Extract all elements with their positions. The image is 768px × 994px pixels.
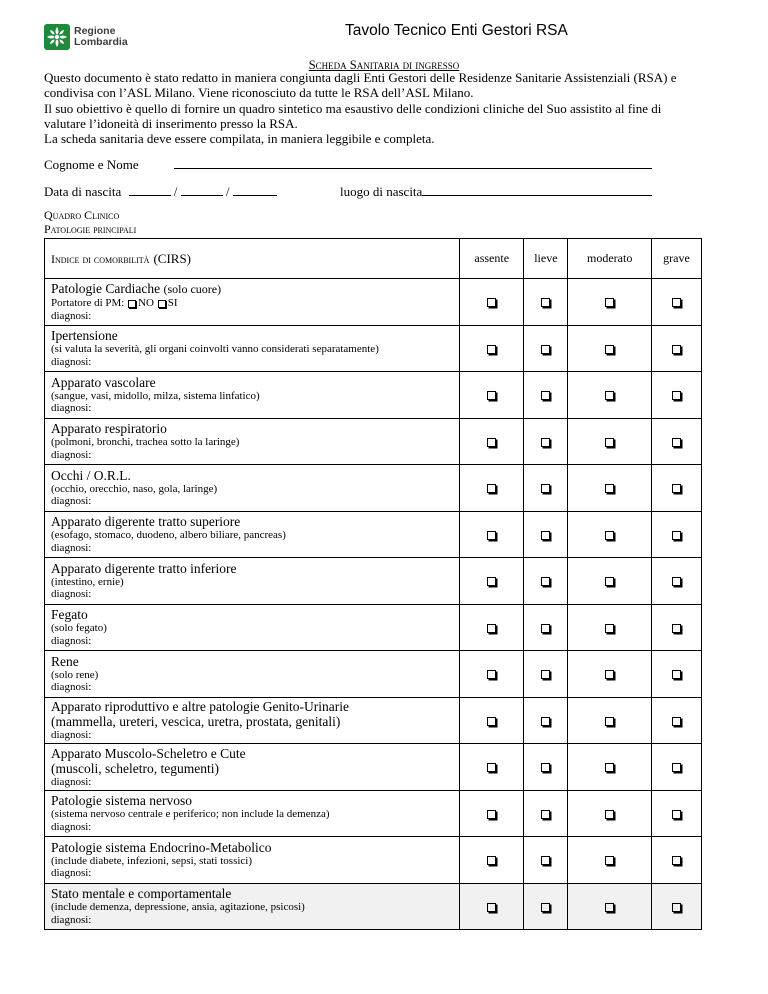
- logo-line-2: Lombardia: [74, 36, 128, 48]
- checkbox-grave[interactable]: [672, 624, 681, 633]
- checkbox-moderato[interactable]: [605, 903, 614, 912]
- dob-month-input[interactable]: [181, 183, 223, 196]
- row-label: [45, 883, 460, 930]
- cell-lieve: [524, 604, 568, 651]
- cell-moderato: [568, 744, 652, 791]
- cell-grave: [652, 465, 702, 512]
- checkbox-assente[interactable]: [487, 624, 496, 633]
- row-title: Patologie sistema nervoso: [51, 793, 192, 809]
- table-row: [45, 697, 702, 744]
- cell-lieve: [524, 372, 568, 419]
- checkbox-assente[interactable]: [487, 345, 496, 354]
- cell-assente: [460, 511, 524, 558]
- checkbox-assente[interactable]: [487, 298, 496, 307]
- cell-lieve: [524, 511, 568, 558]
- birthplace-label: luogo di nascita: [340, 184, 423, 199]
- row-description: (esofago, stomaco, duodeno, albero biliare, pancreas): [51, 529, 286, 542]
- row-description: (include diabete, infezioni, sepsi, stati tossici): [51, 854, 253, 867]
- table-row: [45, 651, 702, 698]
- checkbox-assente[interactable]: [487, 484, 496, 493]
- intro-paragraph: La scheda sanitaria deve essere compilata, in maniera leggibile e completa.: [44, 131, 435, 147]
- checkbox-moderato[interactable]: [605, 391, 614, 400]
- checkbox-lieve[interactable]: [541, 531, 550, 540]
- checkbox-lieve[interactable]: [541, 624, 550, 633]
- row-label: [45, 325, 460, 372]
- checkbox-moderato[interactable]: [605, 856, 614, 865]
- cell-moderato: [568, 604, 652, 651]
- row-title: Apparato vascolare: [51, 374, 156, 390]
- cell-grave: [652, 372, 702, 419]
- cell-grave: [652, 744, 702, 791]
- cell-grave: [652, 697, 702, 744]
- cell-lieve: [524, 790, 568, 837]
- cell-grave: [652, 837, 702, 884]
- checkbox-lieve[interactable]: [541, 391, 550, 400]
- cell-assente: [460, 790, 524, 837]
- cirs-table: [44, 238, 702, 930]
- row-label: [45, 279, 460, 326]
- row-label: [45, 558, 460, 605]
- table-row: [45, 279, 702, 326]
- name-label: Cognome e Nome: [44, 157, 139, 172]
- cell-assente: [460, 651, 524, 698]
- diagnosi-label: diagnosi:: [51, 820, 92, 833]
- diagnosi-label: diagnosi:: [51, 867, 92, 880]
- checkbox-assente[interactable]: [487, 670, 496, 679]
- diagnosi-label: diagnosi:: [51, 681, 92, 694]
- diagnosi-label: diagnosi:: [51, 588, 92, 601]
- column-header-assente: assente: [460, 239, 524, 279]
- row-description: (solo rene): [51, 668, 99, 681]
- checkbox-moderato[interactable]: [605, 531, 614, 540]
- cell-lieve: [524, 837, 568, 884]
- cell-moderato: [568, 325, 652, 372]
- dob-day-input[interactable]: [129, 183, 171, 196]
- checkbox-grave[interactable]: [672, 298, 681, 307]
- dob-label: Data di nascita: [44, 184, 122, 199]
- checkbox-lieve[interactable]: [541, 717, 550, 726]
- checkbox-assente[interactable]: [487, 903, 496, 912]
- name-input-line[interactable]: [174, 156, 652, 169]
- row-title: Apparato Muscolo-Scheletro e Cute: [51, 745, 246, 761]
- cell-grave: [652, 558, 702, 605]
- diagnosi-label: diagnosi:: [51, 729, 92, 741]
- pm-si-checkbox[interactable]: [158, 300, 166, 308]
- cell-assente: [460, 883, 524, 930]
- cell-moderato: [568, 790, 652, 837]
- checkbox-lieve[interactable]: [541, 298, 550, 307]
- checkbox-assente[interactable]: [487, 810, 496, 819]
- row-title: Rene: [51, 653, 79, 669]
- checkbox-moderato[interactable]: [605, 670, 614, 679]
- table-row: [45, 604, 702, 651]
- cell-lieve: [524, 465, 568, 512]
- checkbox-grave[interactable]: [672, 763, 681, 772]
- diagnosi-label: diagnosi:: [51, 913, 92, 926]
- checkbox-lieve[interactable]: [541, 484, 550, 493]
- checkbox-grave[interactable]: [672, 577, 681, 586]
- diagnosi-label: diagnosi:: [51, 402, 92, 415]
- checkbox-lieve[interactable]: [541, 903, 550, 912]
- checkbox-grave[interactable]: [672, 670, 681, 679]
- row-title: Ipertensione: [51, 328, 118, 344]
- dob-separator: /: [225, 184, 230, 199]
- table-row: [45, 372, 702, 419]
- row-title: Patologie Cardiache: [51, 281, 161, 297]
- cell-moderato: [568, 511, 652, 558]
- cell-lieve: [524, 558, 568, 605]
- table-row: [45, 744, 702, 791]
- cell-lieve: [524, 418, 568, 465]
- logo-text: [74, 26, 128, 48]
- table-row: [45, 558, 702, 605]
- table-row: [45, 883, 702, 930]
- cell-lieve: [524, 325, 568, 372]
- column-header-moderato: moderato: [568, 239, 652, 279]
- row-label: [45, 744, 460, 791]
- regione-lombardia-emblem-icon: [44, 24, 70, 50]
- row-description: (sangue, vasi, midollo, milza, sistema linfatico): [51, 389, 260, 402]
- table-row: [45, 790, 702, 837]
- cell-moderato: [568, 883, 652, 930]
- table-header-row: [45, 239, 702, 279]
- row-label: [45, 418, 460, 465]
- section-subtitle: Patologie principali: [44, 222, 137, 236]
- checkbox-lieve[interactable]: [541, 810, 550, 819]
- cell-grave: [652, 651, 702, 698]
- cell-assente: [460, 558, 524, 605]
- cell-lieve: [524, 697, 568, 744]
- cell-assente: [460, 465, 524, 512]
- row-description: (solo fegato): [51, 622, 107, 635]
- pm-no-label: NO: [138, 297, 154, 310]
- row-label: [45, 372, 460, 419]
- row-title: Occhi / O.R.L.: [51, 467, 131, 483]
- section-title: Quadro Clinico: [44, 208, 120, 222]
- checkbox-grave[interactable]: [672, 903, 681, 912]
- cell-moderato: [568, 465, 652, 512]
- row-title-suffix: (solo cuore): [163, 282, 222, 297]
- checkbox-moderato[interactable]: [605, 484, 614, 493]
- row-label: [45, 697, 460, 744]
- table-row: [45, 465, 702, 512]
- cell-moderato: [568, 279, 652, 326]
- checkbox-grave[interactable]: [672, 484, 681, 493]
- table-row: [45, 418, 702, 465]
- cell-assente: [460, 418, 524, 465]
- cell-grave: [652, 604, 702, 651]
- checkbox-moderato[interactable]: [605, 438, 614, 447]
- row-label: [45, 465, 460, 512]
- checkbox-grave[interactable]: [672, 345, 681, 354]
- checkbox-lieve[interactable]: [541, 438, 550, 447]
- document-title: Scheda Sanitaria di ingresso: [308, 58, 460, 72]
- diagnosi-label: diagnosi:: [51, 355, 92, 368]
- cell-grave: [652, 790, 702, 837]
- checkbox-grave[interactable]: [672, 810, 681, 819]
- row-label: [45, 790, 460, 837]
- cell-grave: [652, 325, 702, 372]
- checkbox-assente[interactable]: [487, 763, 496, 772]
- intro-paragraph: Il suo obiettivo è quello di fornire un quadro sintetico ma esaustivo delle condizioni cliniche del Suo assistito al fine di valutare l’idoneità di inserimento presso la RSA.: [44, 100, 662, 131]
- checkbox-grave[interactable]: [672, 856, 681, 865]
- pm-no-checkbox[interactable]: [128, 300, 136, 308]
- row-description: (intestino, ernie): [51, 575, 124, 588]
- dob-field-row: [44, 183, 652, 200]
- header-label-suffix: (CIRS): [153, 250, 191, 266]
- cell-grave: [652, 418, 702, 465]
- checkbox-assente[interactable]: [487, 856, 496, 865]
- cell-assente: [460, 604, 524, 651]
- checkbox-assente[interactable]: [487, 531, 496, 540]
- checkbox-moderato[interactable]: [605, 717, 614, 726]
- cell-grave: [652, 279, 702, 326]
- checkbox-moderato[interactable]: [605, 763, 614, 772]
- cell-moderato: [568, 837, 652, 884]
- checkbox-lieve[interactable]: [541, 345, 550, 354]
- checkbox-assente[interactable]: [487, 438, 496, 447]
- row-label: [45, 511, 460, 558]
- row-title: Patologie sistema Endocrino-Metabolico: [51, 839, 272, 855]
- row-description: (include demenza, depressione, ansia, agitazione, psicosi): [51, 901, 305, 914]
- row-label: [45, 604, 460, 651]
- checkbox-lieve[interactable]: [541, 577, 550, 586]
- checkbox-moderato[interactable]: [605, 624, 614, 633]
- pm-line: [51, 297, 459, 310]
- row-label: [45, 837, 460, 884]
- cell-moderato: [568, 697, 652, 744]
- header-label-text: Indice di comorbilità: [51, 251, 150, 266]
- diagnosi-label: diagnosi:: [51, 309, 92, 322]
- checkbox-assente[interactable]: [487, 717, 496, 726]
- checkbox-moderato[interactable]: [605, 577, 614, 586]
- cell-lieve: [524, 279, 568, 326]
- checkbox-lieve[interactable]: [541, 856, 550, 865]
- cell-grave: [652, 883, 702, 930]
- table-row: [45, 325, 702, 372]
- checkbox-grave[interactable]: [672, 531, 681, 540]
- row-description: (occhio, orecchio, naso, gola, laringe): [51, 482, 218, 495]
- checkbox-moderato[interactable]: [605, 810, 614, 819]
- birthplace-input-line[interactable]: [422, 183, 652, 196]
- row-title-line2: (muscoli, scheletro, tegumenti): [51, 760, 219, 776]
- logo-line-1: Regione: [74, 25, 116, 37]
- row-title: Stato mentale e comportamentale: [51, 886, 232, 902]
- row-description: (sistema nervoso centrale e periferico; non include la demenza): [51, 808, 330, 821]
- checkbox-lieve[interactable]: [541, 763, 550, 772]
- row-title: Apparato riproduttivo e altre patologie Genito-Urinarie: [51, 699, 350, 714]
- dob-separator: /: [173, 184, 178, 199]
- cell-moderato: [568, 651, 652, 698]
- pm-label: Portatore di PM:: [51, 297, 125, 310]
- row-title: Apparato digerente tratto inferiore: [51, 560, 237, 576]
- checkbox-moderato[interactable]: [605, 345, 614, 354]
- cell-moderato: [568, 372, 652, 419]
- row-title: Fegato: [51, 607, 88, 623]
- row-label: [45, 651, 460, 698]
- cell-assente: [460, 325, 524, 372]
- cell-assente: [460, 372, 524, 419]
- row-title: Apparato respiratorio: [51, 421, 167, 437]
- column-header-lieve: lieve: [524, 239, 568, 279]
- cell-assente: [460, 744, 524, 791]
- cell-assente: [460, 279, 524, 326]
- regione-lombardia-logo: [44, 24, 128, 50]
- cell-grave: [652, 511, 702, 558]
- dob-year-input[interactable]: [233, 183, 277, 196]
- diagnosi-label: diagnosi:: [51, 634, 92, 647]
- pm-si-label: SI: [167, 297, 178, 310]
- cell-assente: [460, 697, 524, 744]
- checkbox-grave[interactable]: [672, 391, 681, 400]
- row-title-line2: (mammella, ureteri, vescica, uretra, prostata, genitali): [51, 714, 341, 729]
- checkbox-lieve[interactable]: [541, 670, 550, 679]
- table-row: [45, 837, 702, 884]
- table-row: [45, 511, 702, 558]
- cell-moderato: [568, 558, 652, 605]
- cell-moderato: [568, 418, 652, 465]
- diagnosi-label: diagnosi:: [51, 775, 92, 788]
- intro-text: [44, 70, 704, 146]
- checkbox-grave[interactable]: [672, 717, 681, 726]
- diagnosi-label: diagnosi:: [51, 448, 92, 461]
- diagnosi-label: diagnosi:: [51, 495, 92, 508]
- column-header-grave: grave: [652, 239, 702, 279]
- cell-lieve: [524, 883, 568, 930]
- checkbox-assente[interactable]: [487, 391, 496, 400]
- intro-paragraph: Questo documento è stato redatto in maniera congiunta dagli Enti Gestori delle Residenze Sanitarie Assistenziali (RSA) e condivisa con l’ASL Milano. Viene riconosciuto da tutte le RSA dell’ASL Milano.: [44, 70, 677, 101]
- header-title: Tavolo Tecnico Enti Gestori RSA: [345, 22, 568, 39]
- row-description: (si valuta la severità, gli organi coinvolti vanno considerati separatamente): [51, 343, 379, 356]
- cell-lieve: [524, 744, 568, 791]
- row-title: Apparato digerente tratto superiore: [51, 514, 241, 530]
- checkbox-moderato[interactable]: [605, 298, 614, 307]
- checkbox-assente[interactable]: [487, 577, 496, 586]
- diagnosi-label: diagnosi:: [51, 541, 92, 554]
- name-field-row: [44, 156, 652, 173]
- row-description: (polmoni, bronchi, trachea sotto la laringe): [51, 436, 240, 449]
- table-header-label: [45, 239, 460, 279]
- cell-lieve: [524, 651, 568, 698]
- cell-assente: [460, 837, 524, 884]
- checkbox-grave[interactable]: [672, 438, 681, 447]
